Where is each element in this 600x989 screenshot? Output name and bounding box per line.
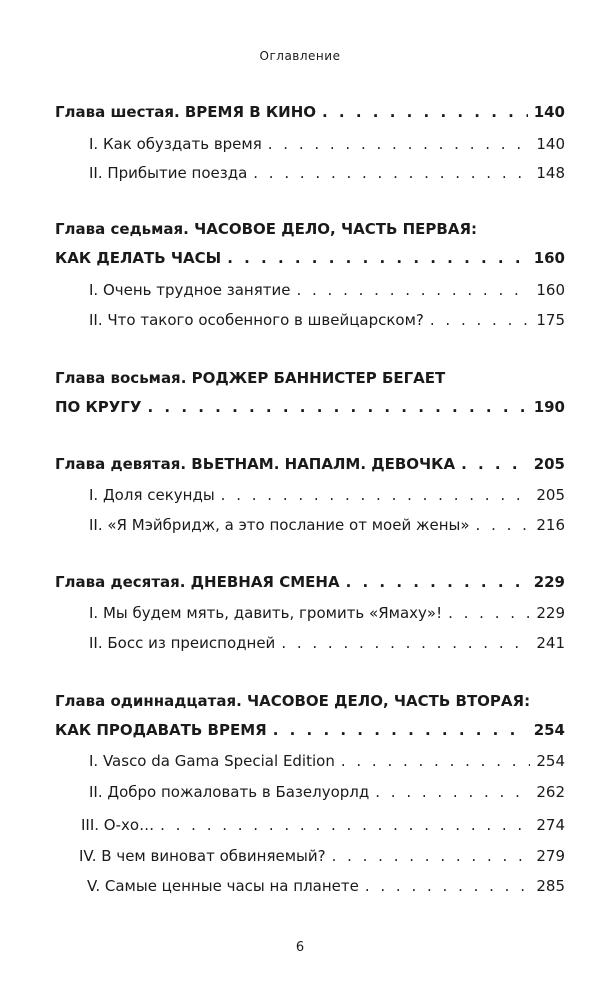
toc-entry-section[interactable]: [87, 874, 565, 898]
toc-entry-chapter-11[interactable]: [55, 718, 565, 742]
page-number: 274: [536, 816, 565, 834]
section-title: I. Мы будем мять, давить, громить «Ямаху»!: [89, 604, 443, 622]
page-number: 140: [533, 103, 565, 121]
page-number: 254: [536, 752, 565, 770]
dot-leader: [296, 278, 530, 302]
toc-entry-chapter-8[interactable]: [55, 395, 565, 419]
section-title: II. Прибытие поезда: [89, 164, 248, 182]
toc-entry-chapter-9[interactable]: [55, 452, 565, 476]
dot-leader: [281, 631, 530, 655]
dot-leader: [273, 718, 528, 742]
toc-entry-section[interactable]: [89, 513, 565, 537]
dot-leader: [322, 100, 528, 124]
page-number: 229: [536, 604, 565, 622]
section-title: II. Босс из преисподней: [89, 634, 276, 652]
dot-leader: [147, 395, 527, 419]
page-number: 175: [536, 311, 565, 329]
page-number: 160: [536, 281, 565, 299]
chapter-title: КАК ПРОДАВАТЬ ВРЕМЯ: [55, 721, 267, 739]
toc-entry-section[interactable]: [89, 483, 565, 507]
chapter-title: Глава десятая. ДНЕВНАЯ СМЕНА: [55, 573, 340, 591]
chapter-heading-line: Глава одиннадцатая. ЧАСОВОЕ ДЕЛО, ЧАСТЬ ВТОРАЯ:: [55, 692, 531, 710]
toc-entry-chapter-6[interactable]: [55, 100, 565, 124]
chapter-title: Глава шестая. ВРЕМЯ В КИНО: [55, 103, 317, 121]
page-number: 254: [533, 721, 565, 739]
toc-entry-section[interactable]: [89, 601, 565, 625]
section-title: III. О-хо…: [81, 816, 155, 834]
toc-entry-section[interactable]: [89, 308, 565, 332]
toc-entry-section[interactable]: [89, 780, 565, 804]
toc-entry-section[interactable]: [89, 161, 565, 185]
section-title: II. Что такого особенного в швейцарском?: [89, 311, 424, 329]
page-folio: 6: [295, 940, 305, 955]
toc-entry-section[interactable]: [79, 844, 565, 868]
dot-leader: [476, 513, 531, 537]
toc-entry-section[interactable]: [89, 631, 565, 655]
dot-leader: [332, 844, 531, 868]
page-number: 216: [536, 516, 565, 534]
dot-leader: [253, 161, 530, 185]
page-number: 205: [533, 455, 565, 473]
dot-leader: [375, 780, 530, 804]
running-head: Оглавление: [259, 49, 341, 63]
page-number: 148: [536, 164, 565, 182]
toc-entry-section[interactable]: [89, 278, 565, 302]
toc-entry-chapter-10[interactable]: [55, 570, 565, 594]
page-number: 262: [536, 783, 565, 801]
section-title: I. Vasco da Gama Special Edition: [89, 752, 335, 770]
section-title: I. Доля секунды: [89, 486, 215, 504]
page-number: 241: [536, 634, 565, 652]
page-number: 140: [536, 135, 565, 153]
section-title: I. Очень трудное занятие: [89, 281, 291, 299]
toc-entry-chapter-7[interactable]: [55, 246, 565, 270]
chapter-title: КАК ДЕЛАТЬ ЧАСЫ: [55, 249, 222, 267]
chapter-title: ПО КРУГУ: [55, 398, 142, 416]
dot-leader: [346, 570, 528, 594]
section-title: V. Самые ценные часы на планете: [87, 877, 359, 895]
dot-leader: [461, 452, 528, 476]
dot-leader: [160, 813, 530, 837]
section-title: I. Как обуздать время: [89, 135, 262, 153]
page-number: 285: [536, 877, 565, 895]
page-number: 279: [536, 847, 565, 865]
page-number: 160: [533, 249, 565, 267]
dot-leader: [221, 483, 531, 507]
dot-leader: [448, 601, 530, 625]
dot-leader: [430, 308, 530, 332]
section-title: II. «Я Мэйбридж, а это послание от моей жены»: [89, 516, 470, 534]
page-number: 190: [533, 398, 565, 416]
page-number: 229: [533, 573, 565, 591]
toc-entry-section[interactable]: [89, 749, 565, 773]
toc-entry-section[interactable]: [81, 813, 565, 837]
toc-entry-section[interactable]: [89, 132, 565, 156]
dot-leader: [268, 132, 531, 156]
chapter-title: Глава девятая. ВЬЕТНАМ. НАПАЛМ. ДЕВОЧКА: [55, 455, 456, 473]
dot-leader: [365, 874, 531, 898]
section-title: IV. В чем виноват обвиняемый?: [79, 847, 326, 865]
dot-leader: [227, 246, 527, 270]
chapter-heading-line: Глава седьмая. ЧАСОВОЕ ДЕЛО, ЧАСТЬ ПЕРВАЯ:: [55, 220, 477, 238]
chapter-heading-line: Глава восьмая. РОДЖЕР БАННИСТЕР БЕГАЕТ: [55, 369, 446, 387]
dot-leader: [341, 749, 531, 773]
page-number: 205: [536, 486, 565, 504]
section-title: II. Добро пожаловать в Базелуорлд: [89, 783, 370, 801]
